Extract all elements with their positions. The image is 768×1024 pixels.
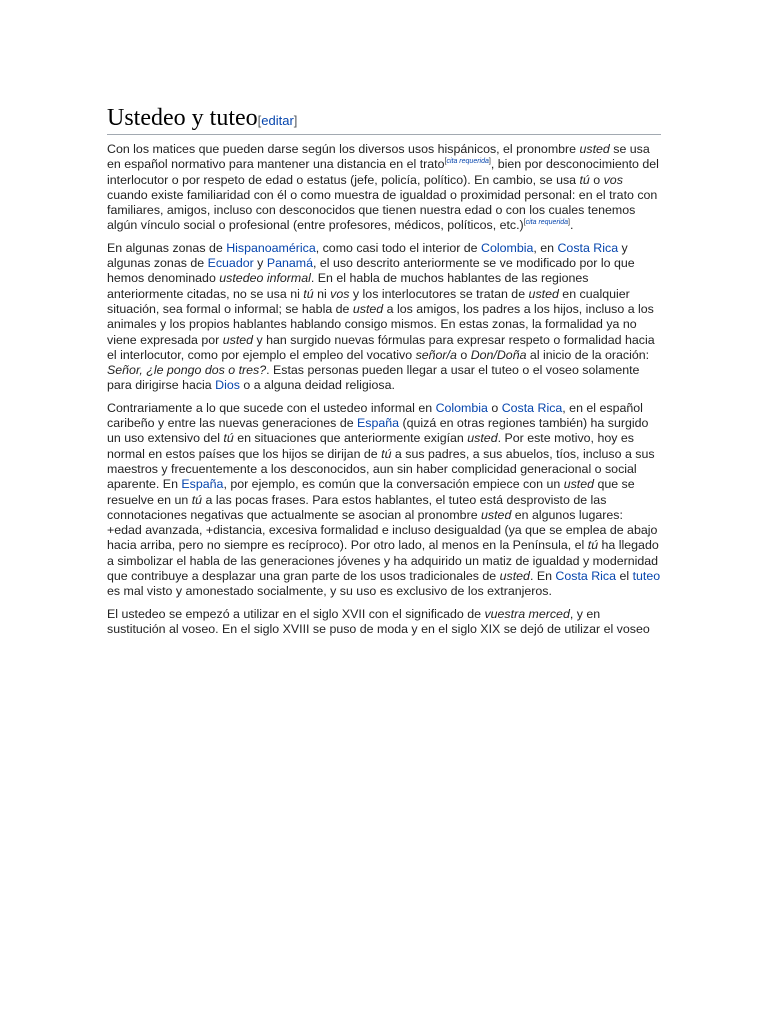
edit-section: [editar] xyxy=(257,113,298,128)
article-section xyxy=(107,104,661,644)
citation-needed: [cita requerida] xyxy=(444,158,491,166)
link-costa-rica[interactable]: Costa Rica xyxy=(501,400,563,415)
citation-needed-link[interactable]: cita requerida xyxy=(525,219,569,227)
link-costa-rica[interactable]: Costa Rica xyxy=(555,569,617,584)
link-costa-rica[interactable]: Costa Rica xyxy=(557,240,619,255)
link-tuteo[interactable]: tuteo xyxy=(632,569,661,584)
link-colombia[interactable]: Colombia xyxy=(481,240,534,255)
paragraph-3: Contrariamente a lo que sucede con el ustedeo informal en Colombia o Costa Rica, en el español caribeño y entre las nuevas generaciones de España (quizá en otras regiones también) ha surgido un uso extensivo del tú en situaciones que anteriormente exigían usted. Por este motivo, hoy es normal en estos países que los hijos se dirijan de tú a sus padres, a sus abuelos, tíos, incluso a sus maestros y frecuentemente a los desconocidos, aun sin haber complicidad generacional o social aparente. En España, por ejemplo, es común que la conversación empiece con un usted que se resuelve en un tú a las pocas frases. Para estos hablantes, el tuteo está desprovisto de las connotaciones negativas que actualmente se asocian al pronombre usted en algunos lugares: +edad avanzada, +distancia, excesiva formalidad e incluso desigualdad (ya que se emplea de abajo hacia arriba, pero no siempre es recíproco). Por otro lado, al menos en la Península, el tú ha llegado a simbolizar el habla de las generaciones jóvenes y ha adquirido un matiz de igualdad y modernidad que contribuye a desplazar una gran parte de los usos tradicionales de usted. En Costa Rica el tuteo es mal visto y amonestado socialmente, y su uso es exclusivo de los extranjeros. xyxy=(107,400,661,599)
link-dios[interactable]: Dios xyxy=(215,378,240,393)
section-heading-row xyxy=(107,104,661,135)
paragraph-2: En algunas zonas de Hispanoamérica, como casi todo el interior de Colombia, en Costa Rica y algunas zonas de Ecuador y Panamá, el uso descrito anteriormente se ve modificado por lo que hemos denominado ustedeo informal. En el habla de muchos hablantes de las regiones anteriormente citadas, no se usa ni tú ni vos y los interlocutores se tratan de usted en cualquier situación, sea formal o informal; se habla de usted a los amigos, los padres a los hijos, incluso a los animales y los propios hablantes hablando consigo mismos. En estas zonas, la formalidad ya no viene expresada por usted y han surgido nuevas fórmulas para expresar respeto o formalidad hacia el interlocutor, como por ejemplo el empleo del vocativo señor/a o Don/Doña al inicio de la oración: Señor, ¿le pongo dos o tres?. Estas personas pueden llegar a usar el tuteo o el voseo solamente para dirigirse hacia Dios o a alguna deidad religiosa. xyxy=(107,240,655,393)
edit-link[interactable]: editar xyxy=(261,113,294,128)
citation-needed-link[interactable]: cita requerida xyxy=(446,158,489,166)
link-colombia[interactable]: Colombia xyxy=(435,400,488,415)
link-espana[interactable]: España xyxy=(357,416,400,431)
paragraph-1: Con los matices que pueden darse según los diversos usos hispánicos, el pronombre usted se usa en español normativo para mantener una distancia en el trato[cita requerida], bien por desconocimiento del interlocutor o por respeto de edad o estatus (jefe, policía, político). En cambio, se usa tú o vos cuando existe familiaridad con él o como muestra de igualdad o proximidad personal: en el trato con familiares, amigos, incluso con desconocidos que tienen nuestra edad o con los cuales tenemos algún vínculo social o profesional (entre profesores, médicos, políticos, etc.)[cita requerida]. xyxy=(107,142,659,233)
link-espana[interactable]: España xyxy=(181,477,224,492)
link-panama[interactable]: Panamá xyxy=(266,256,313,271)
link-ecuador[interactable]: Ecuador xyxy=(207,256,254,271)
paragraph-4: El ustedeo se empezó a utilizar en el siglo XVII con el significado de vuestra merced, y en sustitución al voseo. En el siglo XVIII se puso de moda y en el siglo XIX se dejó de utilizar el voseo xyxy=(107,606,650,636)
link-hispanoamerica[interactable]: Hispanoamérica xyxy=(226,240,316,255)
section-title: Ustedeo y tuteo xyxy=(107,105,258,131)
citation-needed: [cita requerida] xyxy=(523,219,570,227)
